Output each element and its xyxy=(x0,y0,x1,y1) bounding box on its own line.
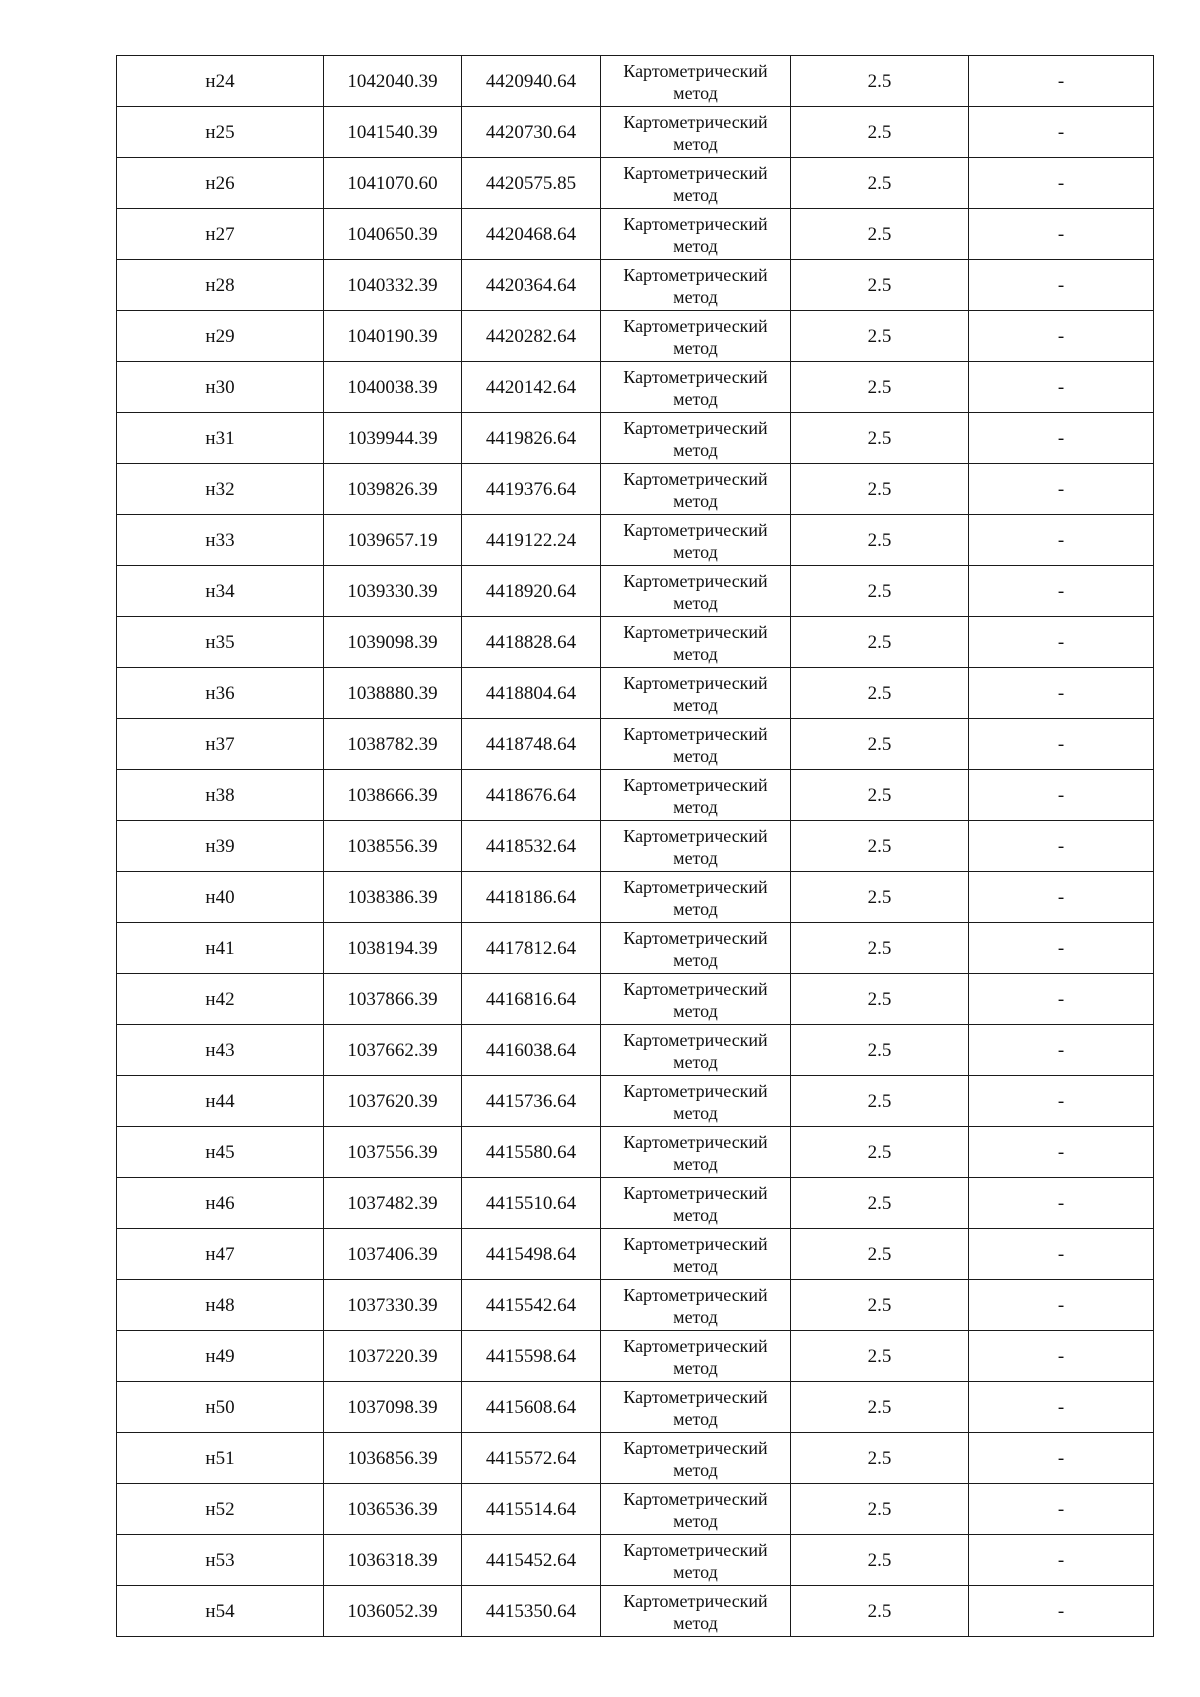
accuracy-cell: 2.5 xyxy=(791,1025,969,1076)
method-line-2: метод xyxy=(673,541,718,562)
method-line-1: Картометрический xyxy=(623,1284,768,1305)
accuracy-cell: 2.5 xyxy=(791,821,969,872)
y-coordinate-cell: 4420730.64 xyxy=(462,107,601,158)
point-id-cell: н53 xyxy=(117,1535,324,1586)
method-line-1: Картометрический xyxy=(623,1233,768,1254)
accuracy-cell: 2.5 xyxy=(791,209,969,260)
method-cell xyxy=(601,719,791,770)
method-line-1: Картометрический xyxy=(623,876,768,897)
table-row xyxy=(117,1127,1154,1178)
x-coordinate-cell: 1037482.39 xyxy=(324,1178,462,1229)
x-coordinate-cell: 1041540.39 xyxy=(324,107,462,158)
table-row xyxy=(117,923,1154,974)
description-cell: - xyxy=(969,974,1154,1025)
point-id-cell: н25 xyxy=(117,107,324,158)
point-id-cell: н26 xyxy=(117,158,324,209)
x-coordinate-cell: 1042040.39 xyxy=(324,56,462,107)
method-cell xyxy=(601,515,791,566)
x-coordinate-cell: 1037556.39 xyxy=(324,1127,462,1178)
method-line-1: Картометрический xyxy=(623,672,768,693)
table-row xyxy=(117,1586,1154,1637)
method-line-1: Картометрический xyxy=(623,1182,768,1203)
table-row xyxy=(117,107,1154,158)
method-line-2: метод xyxy=(673,388,718,409)
x-coordinate-cell: 1039098.39 xyxy=(324,617,462,668)
table-row xyxy=(117,311,1154,362)
y-coordinate-cell: 4415542.64 xyxy=(462,1280,601,1331)
y-coordinate-cell: 4418676.64 xyxy=(462,770,601,821)
table-row xyxy=(117,1280,1154,1331)
accuracy-cell: 2.5 xyxy=(791,1382,969,1433)
point-id-cell: н28 xyxy=(117,260,324,311)
point-id-cell: н46 xyxy=(117,1178,324,1229)
y-coordinate-cell: 4415452.64 xyxy=(462,1535,601,1586)
description-cell: - xyxy=(969,1127,1154,1178)
method-line-1: Картометрический xyxy=(623,315,768,336)
accuracy-cell: 2.5 xyxy=(791,719,969,770)
method-line-1: Картометрический xyxy=(623,1386,768,1407)
description-cell: - xyxy=(969,56,1154,107)
method-line-1: Картометрический xyxy=(623,1080,768,1101)
method-cell xyxy=(601,923,791,974)
accuracy-cell: 2.5 xyxy=(791,1433,969,1484)
table-row xyxy=(117,1178,1154,1229)
x-coordinate-cell: 1037866.39 xyxy=(324,974,462,1025)
description-cell: - xyxy=(969,668,1154,719)
x-coordinate-cell: 1037620.39 xyxy=(324,1076,462,1127)
table-row xyxy=(117,974,1154,1025)
accuracy-cell: 2.5 xyxy=(791,923,969,974)
method-line-1: Картометрический xyxy=(623,1590,768,1611)
method-cell xyxy=(601,1229,791,1280)
table-row xyxy=(117,1433,1154,1484)
accuracy-cell: 2.5 xyxy=(791,872,969,923)
y-coordinate-cell: 4418748.64 xyxy=(462,719,601,770)
method-line-2: метод xyxy=(673,1051,718,1072)
description-cell: - xyxy=(969,1178,1154,1229)
x-coordinate-cell: 1037330.39 xyxy=(324,1280,462,1331)
method-cell xyxy=(601,1331,791,1382)
method-cell xyxy=(601,209,791,260)
point-id-cell: н36 xyxy=(117,668,324,719)
method-line-2: метод xyxy=(673,133,718,154)
method-line-1: Картометрический xyxy=(623,774,768,795)
point-id-cell: н49 xyxy=(117,1331,324,1382)
accuracy-cell: 2.5 xyxy=(791,1535,969,1586)
x-coordinate-cell: 1037098.39 xyxy=(324,1382,462,1433)
accuracy-cell: 2.5 xyxy=(791,1484,969,1535)
point-id-cell: н39 xyxy=(117,821,324,872)
x-coordinate-cell: 1038386.39 xyxy=(324,872,462,923)
description-cell: - xyxy=(969,821,1154,872)
table-row xyxy=(117,158,1154,209)
description-cell: - xyxy=(969,617,1154,668)
description-cell: - xyxy=(969,770,1154,821)
method-line-1: Картометрический xyxy=(623,723,768,744)
method-line-2: метод xyxy=(673,1204,718,1225)
accuracy-cell: 2.5 xyxy=(791,617,969,668)
point-id-cell: н45 xyxy=(117,1127,324,1178)
description-cell: - xyxy=(969,1484,1154,1535)
description-cell: - xyxy=(969,566,1154,617)
method-line-1: Картометрический xyxy=(623,1437,768,1458)
accuracy-cell: 2.5 xyxy=(791,566,969,617)
table-row xyxy=(117,464,1154,515)
y-coordinate-cell: 4415580.64 xyxy=(462,1127,601,1178)
method-cell xyxy=(601,158,791,209)
accuracy-cell: 2.5 xyxy=(791,1280,969,1331)
accuracy-cell: 2.5 xyxy=(791,1586,969,1637)
point-id-cell: н41 xyxy=(117,923,324,974)
method-line-1: Картометрический xyxy=(623,1029,768,1050)
method-cell xyxy=(601,1535,791,1586)
method-cell xyxy=(601,260,791,311)
accuracy-cell: 2.5 xyxy=(791,158,969,209)
description-cell: - xyxy=(969,923,1154,974)
point-id-cell: н30 xyxy=(117,362,324,413)
method-line-2: метод xyxy=(673,1102,718,1123)
method-line-2: метод xyxy=(673,439,718,460)
method-line-2: метод xyxy=(673,1510,718,1531)
method-line-1: Картометрический xyxy=(623,570,768,591)
table-row xyxy=(117,1076,1154,1127)
point-id-cell: н33 xyxy=(117,515,324,566)
accuracy-cell: 2.5 xyxy=(791,1076,969,1127)
table-row xyxy=(117,566,1154,617)
accuracy-cell: 2.5 xyxy=(791,107,969,158)
table-row xyxy=(117,1484,1154,1535)
table-row xyxy=(117,872,1154,923)
description-cell: - xyxy=(969,413,1154,464)
x-coordinate-cell: 1039826.39 xyxy=(324,464,462,515)
method-line-1: Картометрический xyxy=(623,1539,768,1560)
y-coordinate-cell: 4420282.64 xyxy=(462,311,601,362)
method-line-2: метод xyxy=(673,1612,718,1633)
point-id-cell: н32 xyxy=(117,464,324,515)
x-coordinate-cell: 1037220.39 xyxy=(324,1331,462,1382)
point-id-cell: н54 xyxy=(117,1586,324,1637)
method-cell xyxy=(601,770,791,821)
table-row xyxy=(117,413,1154,464)
description-cell: - xyxy=(969,260,1154,311)
method-cell xyxy=(601,1127,791,1178)
method-cell xyxy=(601,1178,791,1229)
method-line-1: Картометрический xyxy=(623,111,768,132)
x-coordinate-cell: 1038194.39 xyxy=(324,923,462,974)
point-id-cell: н27 xyxy=(117,209,324,260)
y-coordinate-cell: 4418186.64 xyxy=(462,872,601,923)
method-line-1: Картометрический xyxy=(623,60,768,81)
accuracy-cell: 2.5 xyxy=(791,668,969,719)
y-coordinate-cell: 4415736.64 xyxy=(462,1076,601,1127)
x-coordinate-cell: 1038666.39 xyxy=(324,770,462,821)
accuracy-cell: 2.5 xyxy=(791,515,969,566)
description-cell: - xyxy=(969,1076,1154,1127)
method-cell xyxy=(601,821,791,872)
method-cell xyxy=(601,1484,791,1535)
x-coordinate-cell: 1036318.39 xyxy=(324,1535,462,1586)
method-line-1: Картометрический xyxy=(623,417,768,438)
accuracy-cell: 2.5 xyxy=(791,770,969,821)
method-line-2: метод xyxy=(673,898,718,919)
method-cell xyxy=(601,464,791,515)
description-cell: - xyxy=(969,1535,1154,1586)
table-row xyxy=(117,1025,1154,1076)
table-row xyxy=(117,260,1154,311)
method-cell xyxy=(601,974,791,1025)
method-cell xyxy=(601,107,791,158)
description-cell: - xyxy=(969,107,1154,158)
accuracy-cell: 2.5 xyxy=(791,974,969,1025)
accuracy-cell: 2.5 xyxy=(791,413,969,464)
description-cell: - xyxy=(969,1433,1154,1484)
method-line-2: метод xyxy=(673,1153,718,1174)
description-cell: - xyxy=(969,1280,1154,1331)
y-coordinate-cell: 4418920.64 xyxy=(462,566,601,617)
description-cell: - xyxy=(969,1025,1154,1076)
accuracy-cell: 2.5 xyxy=(791,362,969,413)
description-cell: - xyxy=(969,158,1154,209)
y-coordinate-cell: 4420468.64 xyxy=(462,209,601,260)
point-id-cell: н51 xyxy=(117,1433,324,1484)
description-cell: - xyxy=(969,515,1154,566)
method-line-2: метод xyxy=(673,1561,718,1582)
method-line-1: Картометрический xyxy=(623,978,768,999)
x-coordinate-cell: 1040332.39 xyxy=(324,260,462,311)
description-cell: - xyxy=(969,464,1154,515)
method-line-1: Картометрический xyxy=(623,825,768,846)
x-coordinate-cell: 1036052.39 xyxy=(324,1586,462,1637)
method-line-2: метод xyxy=(673,82,718,103)
method-line-2: метод xyxy=(673,745,718,766)
point-id-cell: н38 xyxy=(117,770,324,821)
x-coordinate-cell: 1039330.39 xyxy=(324,566,462,617)
accuracy-cell: 2.5 xyxy=(791,1331,969,1382)
method-line-2: метод xyxy=(673,1255,718,1276)
point-id-cell: н47 xyxy=(117,1229,324,1280)
method-line-2: метод xyxy=(673,1000,718,1021)
accuracy-cell: 2.5 xyxy=(791,260,969,311)
point-id-cell: н44 xyxy=(117,1076,324,1127)
method-line-2: метод xyxy=(673,847,718,868)
y-coordinate-cell: 4420364.64 xyxy=(462,260,601,311)
y-coordinate-cell: 4415598.64 xyxy=(462,1331,601,1382)
method-line-1: Картометрический xyxy=(623,1335,768,1356)
point-id-cell: н40 xyxy=(117,872,324,923)
y-coordinate-cell: 4415510.64 xyxy=(462,1178,601,1229)
method-line-2: метод xyxy=(673,235,718,256)
table-row xyxy=(117,1331,1154,1382)
y-coordinate-cell: 4416038.64 xyxy=(462,1025,601,1076)
method-line-2: метод xyxy=(673,490,718,511)
accuracy-cell: 2.5 xyxy=(791,1178,969,1229)
table-row xyxy=(117,1535,1154,1586)
x-coordinate-cell: 1039944.39 xyxy=(324,413,462,464)
method-line-2: метод xyxy=(673,643,718,664)
table-row xyxy=(117,515,1154,566)
method-line-1: Картометрический xyxy=(623,621,768,642)
method-line-1: Картометрический xyxy=(623,468,768,489)
x-coordinate-cell: 1036536.39 xyxy=(324,1484,462,1535)
method-line-2: метод xyxy=(673,1408,718,1429)
method-line-2: метод xyxy=(673,1306,718,1327)
point-id-cell: н34 xyxy=(117,566,324,617)
y-coordinate-cell: 4415514.64 xyxy=(462,1484,601,1535)
description-cell: - xyxy=(969,1382,1154,1433)
y-coordinate-cell: 4420940.64 xyxy=(462,56,601,107)
method-cell xyxy=(601,617,791,668)
method-cell xyxy=(601,566,791,617)
x-coordinate-cell: 1036856.39 xyxy=(324,1433,462,1484)
point-id-cell: н31 xyxy=(117,413,324,464)
x-coordinate-cell: 1038880.39 xyxy=(324,668,462,719)
method-line-1: Картометрический xyxy=(623,213,768,234)
table-row xyxy=(117,719,1154,770)
accuracy-cell: 2.5 xyxy=(791,1127,969,1178)
method-line-2: метод xyxy=(673,184,718,205)
method-line-1: Картометрический xyxy=(623,927,768,948)
method-line-1: Картометрический xyxy=(623,519,768,540)
x-coordinate-cell: 1040190.39 xyxy=(324,311,462,362)
table-row xyxy=(117,770,1154,821)
x-coordinate-cell: 1037662.39 xyxy=(324,1025,462,1076)
x-coordinate-cell: 1038782.39 xyxy=(324,719,462,770)
method-cell xyxy=(601,56,791,107)
y-coordinate-cell: 4419376.64 xyxy=(462,464,601,515)
method-cell xyxy=(601,872,791,923)
y-coordinate-cell: 4416816.64 xyxy=(462,974,601,1025)
x-coordinate-cell: 1037406.39 xyxy=(324,1229,462,1280)
x-coordinate-cell: 1041070.60 xyxy=(324,158,462,209)
method-cell xyxy=(601,311,791,362)
method-cell xyxy=(601,362,791,413)
method-cell xyxy=(601,668,791,719)
point-id-cell: н35 xyxy=(117,617,324,668)
table-row xyxy=(117,821,1154,872)
point-id-cell: н24 xyxy=(117,56,324,107)
y-coordinate-cell: 4420575.85 xyxy=(462,158,601,209)
method-cell xyxy=(601,1433,791,1484)
point-id-cell: н50 xyxy=(117,1382,324,1433)
y-coordinate-cell: 4419826.64 xyxy=(462,413,601,464)
x-coordinate-cell: 1038556.39 xyxy=(324,821,462,872)
method-line-1: Картометрический xyxy=(623,366,768,387)
method-cell xyxy=(601,1586,791,1637)
method-line-1: Картометрический xyxy=(623,162,768,183)
method-line-1: Картометрический xyxy=(623,1488,768,1509)
method-cell xyxy=(601,413,791,464)
table-row xyxy=(117,1382,1154,1433)
method-cell xyxy=(601,1382,791,1433)
table-row xyxy=(117,1229,1154,1280)
method-line-2: метод xyxy=(673,1459,718,1480)
description-cell: - xyxy=(969,1586,1154,1637)
method-line-2: метод xyxy=(673,796,718,817)
table-row xyxy=(117,668,1154,719)
description-cell: - xyxy=(969,1331,1154,1382)
point-id-cell: н43 xyxy=(117,1025,324,1076)
method-cell xyxy=(601,1076,791,1127)
description-cell: - xyxy=(969,1229,1154,1280)
method-line-2: метод xyxy=(673,694,718,715)
x-coordinate-cell: 1040038.39 xyxy=(324,362,462,413)
point-id-cell: н48 xyxy=(117,1280,324,1331)
table-row xyxy=(117,362,1154,413)
method-line-2: метод xyxy=(673,1357,718,1378)
accuracy-cell: 2.5 xyxy=(791,56,969,107)
table-row xyxy=(117,209,1154,260)
y-coordinate-cell: 4415572.64 xyxy=(462,1433,601,1484)
method-line-1: Картометрический xyxy=(623,264,768,285)
accuracy-cell: 2.5 xyxy=(791,1229,969,1280)
x-coordinate-cell: 1039657.19 xyxy=(324,515,462,566)
method-cell xyxy=(601,1025,791,1076)
y-coordinate-cell: 4420142.64 xyxy=(462,362,601,413)
y-coordinate-cell: 4415350.64 xyxy=(462,1586,601,1637)
y-coordinate-cell: 4415608.64 xyxy=(462,1382,601,1433)
x-coordinate-cell: 1040650.39 xyxy=(324,209,462,260)
y-coordinate-cell: 4418532.64 xyxy=(462,821,601,872)
method-line-2: метод xyxy=(673,949,718,970)
method-line-2: метод xyxy=(673,592,718,613)
accuracy-cell: 2.5 xyxy=(791,464,969,515)
y-coordinate-cell: 4418804.64 xyxy=(462,668,601,719)
accuracy-cell: 2.5 xyxy=(791,311,969,362)
method-line-2: метод xyxy=(673,286,718,307)
point-id-cell: н52 xyxy=(117,1484,324,1535)
coordinates-table xyxy=(116,55,1154,1637)
method-line-1: Картометрический xyxy=(623,1131,768,1152)
method-line-2: метод xyxy=(673,337,718,358)
description-cell: - xyxy=(969,719,1154,770)
method-cell xyxy=(601,1280,791,1331)
y-coordinate-cell: 4418828.64 xyxy=(462,617,601,668)
description-cell: - xyxy=(969,362,1154,413)
point-id-cell: н29 xyxy=(117,311,324,362)
coordinates-table-body xyxy=(117,56,1154,1637)
description-cell: - xyxy=(969,872,1154,923)
table-row xyxy=(117,56,1154,107)
point-id-cell: н42 xyxy=(117,974,324,1025)
y-coordinate-cell: 4417812.64 xyxy=(462,923,601,974)
point-id-cell: н37 xyxy=(117,719,324,770)
description-cell: - xyxy=(969,311,1154,362)
table-row xyxy=(117,617,1154,668)
y-coordinate-cell: 4415498.64 xyxy=(462,1229,601,1280)
description-cell: - xyxy=(969,209,1154,260)
y-coordinate-cell: 4419122.24 xyxy=(462,515,601,566)
